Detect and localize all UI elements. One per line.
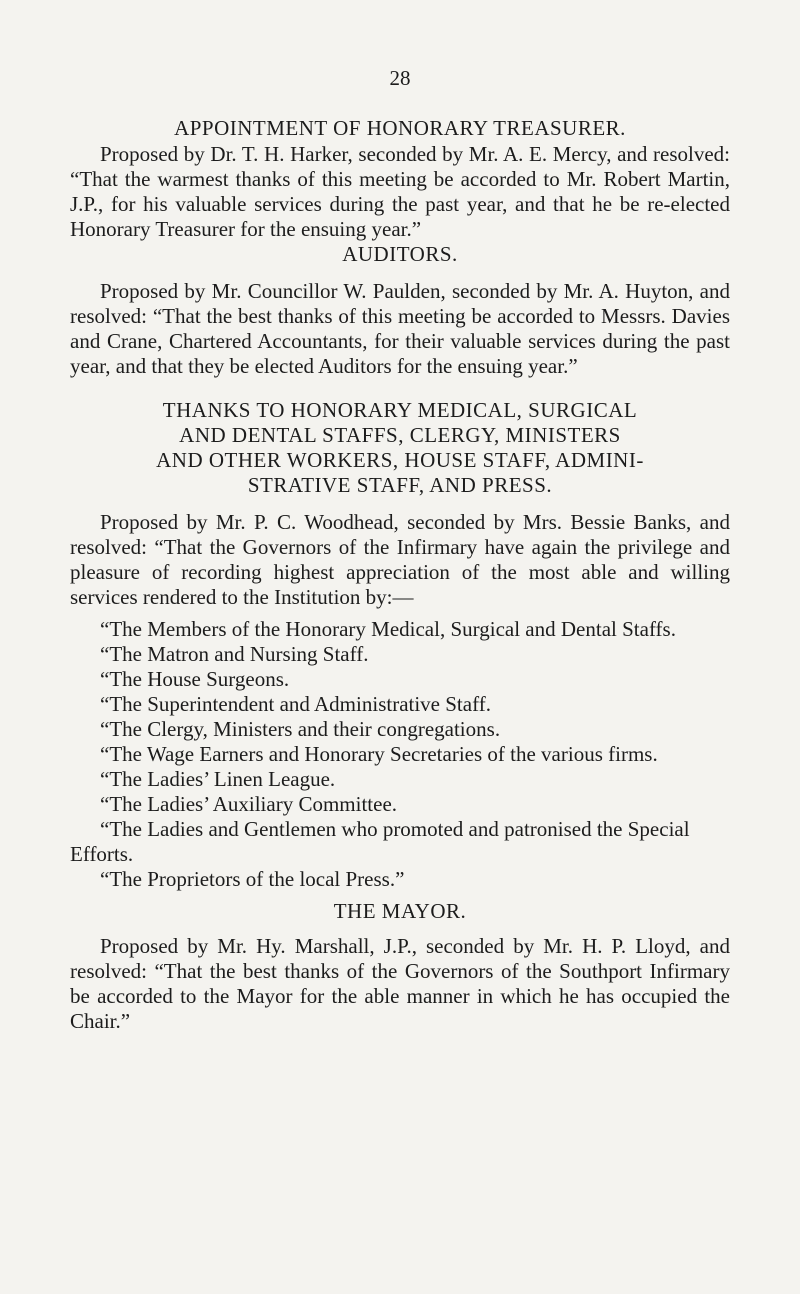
list-item: “The Proprietors of the local Press.”	[100, 867, 405, 891]
auditors-heading: AUDITORS.	[342, 242, 458, 266]
thanks-list	[70, 617, 730, 892]
list-item: “The Ladies and Gentlemen who promoted and patronised the Special Efforts.	[70, 817, 690, 866]
thanks-heading	[70, 398, 730, 498]
thanks-heading-line: THANKS TO HONORARY MEDICAL, SURGICAL	[162, 398, 638, 422]
mayor-heading: THE MAYOR.	[333, 899, 467, 923]
thanks-heading-line: STRATIVE STAFF, AND PRESS.	[247, 473, 553, 497]
list-item: “The Ladies’ Auxiliary Committee.	[100, 792, 398, 816]
treasurer-heading: APPOINTMENT OF HONORARY TREASURER.	[174, 116, 626, 140]
list-item: “The Members of the Honorary Medical, Surgical and Dental Staffs.	[100, 617, 676, 641]
list-item: “The Superintendent and Administrative Staff.	[100, 692, 491, 716]
list-item: “The Matron and Nursing Staff.	[100, 642, 369, 666]
thanks-paragraph: Proposed by Mr. P. C. Woodhead, seconded by Mrs. Bessie Banks, and resolved: “That the Governors of the Infirmary have again the privilege and pleasure of recording highest appreciation of the most able and willing services rendered to the Institution by:—	[70, 510, 730, 609]
thanks-heading-line: AND DENTAL STAFFS, CLERGY, MINISTERS	[179, 423, 621, 447]
list-item: “The House Surgeons.	[100, 667, 290, 691]
treasurer-paragraph: Proposed by Dr. T. H. Harker, seconded by Mr. A. E. Mercy, and resolved: “That the warmest thanks of this meeting be accorded to Mr. Robert Martin, J.P., for his valuable services during the past year, and that he be re-elected Honorary Treasurer for the ensuing year.”	[70, 142, 730, 241]
mayor-paragraph: Proposed by Mr. Hy. Marshall, J.P., seconded by Mr. H. P. Lloyd, and resolved: “That the best thanks of the Governors of the Southport Infirmary be accorded to the Mayor for the able manner in which he has occupied the Chair.”	[70, 934, 730, 1033]
auditors-paragraph: Proposed by Mr. Councillor W. Paulden, seconded by Mr. A. Huyton, and resolved: “That the best thanks of this meeting be accorded to Messrs. Davies and Crane, Chartered Accountants, for their valuable services during the past year, and that they be elected Auditors for the ensuing year.”	[70, 279, 730, 378]
list-item: “The Wage Earners and Honorary Secretaries of the various firms.	[100, 742, 658, 766]
thanks-heading-line: AND OTHER WORKERS, HOUSE STAFF, ADMINI-	[156, 448, 644, 472]
page-body	[70, 116, 730, 1034]
list-item: “The Ladies’ Linen League.	[100, 767, 336, 791]
page-number: 28	[389, 66, 411, 90]
list-item: “The Clergy, Ministers and their congregations.	[100, 717, 501, 741]
